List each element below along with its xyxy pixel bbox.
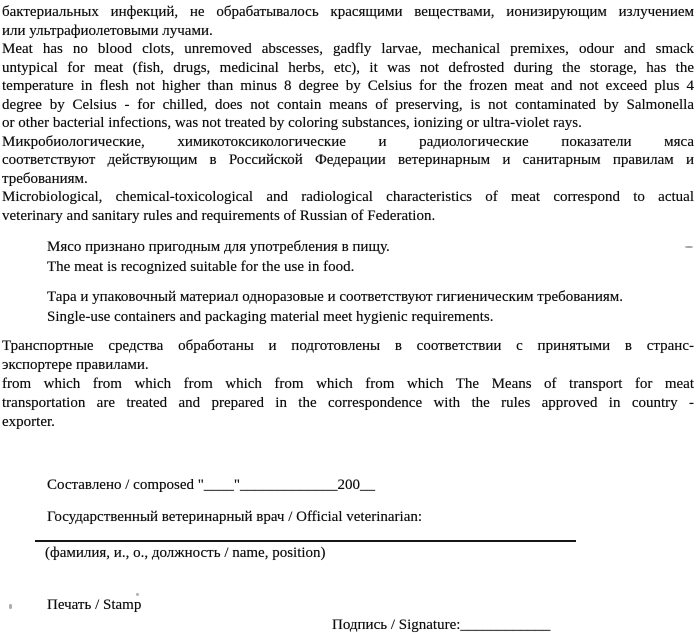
text-line: или ультрафиолетовыми лучами. [2, 22, 213, 39]
text-line: degree by Celsius - for chilled, does not contain means of preserving, is not contaminated by Salmonella [2, 96, 694, 113]
text-line: Транспортные средства обработаны и подготовлены в соответствии с принятыми в странс- [2, 338, 694, 354]
text-line: from which from which from which from which from which The Means of transport for meat [2, 376, 694, 392]
text-line: Тара и упаковочный материал одноразовые и соответствуют гигиеническим требованиям. [47, 289, 623, 305]
name-position-caption: (фамилия, и., о., должность / name, position) [45, 545, 326, 561]
text-line: temperature in flesh not higher than minus 8 degree by Celsius for the frozen meat and not exceed plus 4 [2, 78, 694, 94]
paragraph-meat-condition-en [2, 40, 694, 133]
text-line: Single-use containers and packaging material meet hygienic requirements. [47, 308, 494, 325]
signature-blank: ____________ [460, 617, 551, 633]
paragraph-microbiological-en [2, 188, 694, 225]
signature-rule-line [35, 540, 576, 542]
text-line: бактериальных инфекций, не обрабатывалось красящими веществами, ионизирующим излучением [2, 4, 694, 20]
text-line: transportation are treated and prepared in the correspondence with the rules approved in country - [2, 395, 694, 411]
text-line: veterinary and sanitary rules and requirements of Russian of Federation. [2, 207, 436, 224]
text-line: соответствуют действующим в Российской Федерации ветеринарным и санитарным правилам и [2, 152, 694, 168]
composed-date-line: Составлено / composed "____"_____________200__ [47, 477, 375, 493]
text-line: Meat has no blood clots, unremoved abscesses, gadfly larvae, mechanical premixes, odour and smack [2, 41, 694, 57]
paragraph-transport [2, 337, 694, 432]
text-line: Microbiological, chemical-toxicological and radiological characteristics of meat correspond to actual [2, 189, 694, 205]
text-line: untypical for meat (fish, drugs, medicinal herbs, etc), it was not defrosted during the storage, has the [2, 59, 694, 76]
text-line: The meat is recognized suitable for the use in food. [47, 258, 355, 275]
text-line: требованиям. [2, 170, 88, 187]
text-line: Микробиологические, химикотоксикологические и радиологические показатели мяса [2, 133, 694, 150]
text-line: Мясо признано пригодным для употребления в пищу. [47, 239, 390, 255]
scan-artifact [9, 604, 12, 609]
signature-line [332, 616, 694, 635]
paragraph-bacterial-infections-ru [2, 3, 694, 40]
paragraph-meat-suitable [47, 238, 694, 277]
scan-artifact [136, 593, 139, 596]
scan-artifact [685, 246, 693, 248]
text-line: exporter. [2, 414, 55, 430]
paragraph-microbiological-ru [2, 133, 694, 189]
stamp-label: Печать / Stamp [47, 597, 142, 613]
text-line: or other bacterial infections, was not treated by coloring substances, ionizing or ultra-violet rays. [2, 115, 582, 131]
text-line: экспортере правилами. [2, 357, 149, 373]
paragraph-packaging [47, 288, 694, 327]
official-veterinarian-line: Государственный ветеринарный врач / Official veterinarian: [47, 509, 423, 525]
signature-label: Подпись / Signature: [332, 617, 461, 633]
